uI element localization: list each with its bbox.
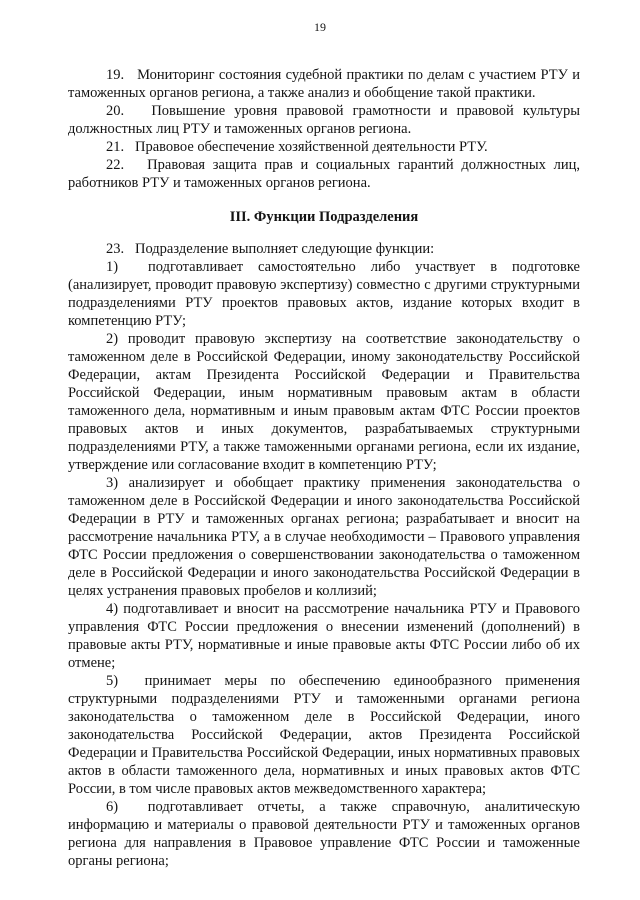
page-number: 19 [314,20,326,34]
function-item-6: 6) подготавливает отчеты, а также справочную, аналитическую информацию и материалы о правовой деятельности РТУ и таможенных органов региона для направления в Правовое управление ФТС России и таможенные органы региона; [68,799,580,869]
function-item-4: 4) подготавливает и вносит на рассмотрение начальника РТУ и Правового управления ФТС России предложения о внесении изменений (дополнений) в правовые акты РТУ, нормативные и иные правовые акты ФТС России либо об их отмене; [68,601,580,671]
paragraph-23: 23. Подразделение выполняет следующие функции: [106,241,435,257]
paragraph-21: 21. Правовое обеспечение хозяйственной деятельности РТУ. [106,139,488,155]
document-body [68,66,580,870]
section-heading: III. Функции Подразделения [229,209,419,225]
function-item-5: 5) принимает меры по обеспечению единообразного применения структурными подразделениями РТУ и таможенными органами региона законодательства о таможенном деле в Российской Федерации, иного законодательства Российской Федерации, актов Президента Российской Федерации и Правительства Российской Федерации, иных нормативных правовых актов в области таможенного дела, нормативных и иных правовых актов ФТС России, в том числе правовых актов межведомственного характера; [68,673,580,797]
paragraph-22: 22. Правовая защита прав и социальных гарантий должностных лиц, работников РТУ и таможенных органов региона. [68,157,580,191]
function-item-2: 2) проводит правовую экспертизу на соответствие законодательству о таможенном деле в Российской Федерации, иному законодательству Российской Федерации, актам Президента Российской Федерации и Правительства Российской Федерации, иным нормативным правовым актам в области таможенного дела, нормативным и иным правовым актам ФТС России проектов правовых актов и иных документов, разрабатываемых структурными подразделениями РТУ, а также таможенными органами региона, если их издание, утверждение или согласование входит в компетенцию РТУ; [68,331,580,473]
function-item-3: 3) анализирует и обобщает практику применения законодательства о таможенном деле в Российской Федерации и иного законодательства Российской Федерации в РТУ и таможенных органах региона; разрабатывает и вносит на рассмотрение начальника РТУ, а в случае необходимости – Правового управления ФТС России предложения о совершенствовании законодательства о таможенном деле в Российской Федерации и иного законодательства Российской Федерации в целях устранения правовых пробелов и коллизий; [68,475,580,599]
function-item-1: 1) подготавливает самостоятельно либо участвует в подготовке (анализирует, проводит правовую экспертизу) совместно с другими структурными подразделениями РТУ проектов правовых актов, издание которых входит в компетенцию РТУ; [68,259,580,329]
paragraph-19: 19. Мониторинг состояния судебной практики по делам с участием РТУ и таможенных органов региона, а также анализ и обобщение такой практики. [68,67,580,101]
paragraph-20: 20. Повышение уровня правовой грамотности и правовой культуры должностных лиц РТУ и таможенных органов региона. [68,103,580,137]
